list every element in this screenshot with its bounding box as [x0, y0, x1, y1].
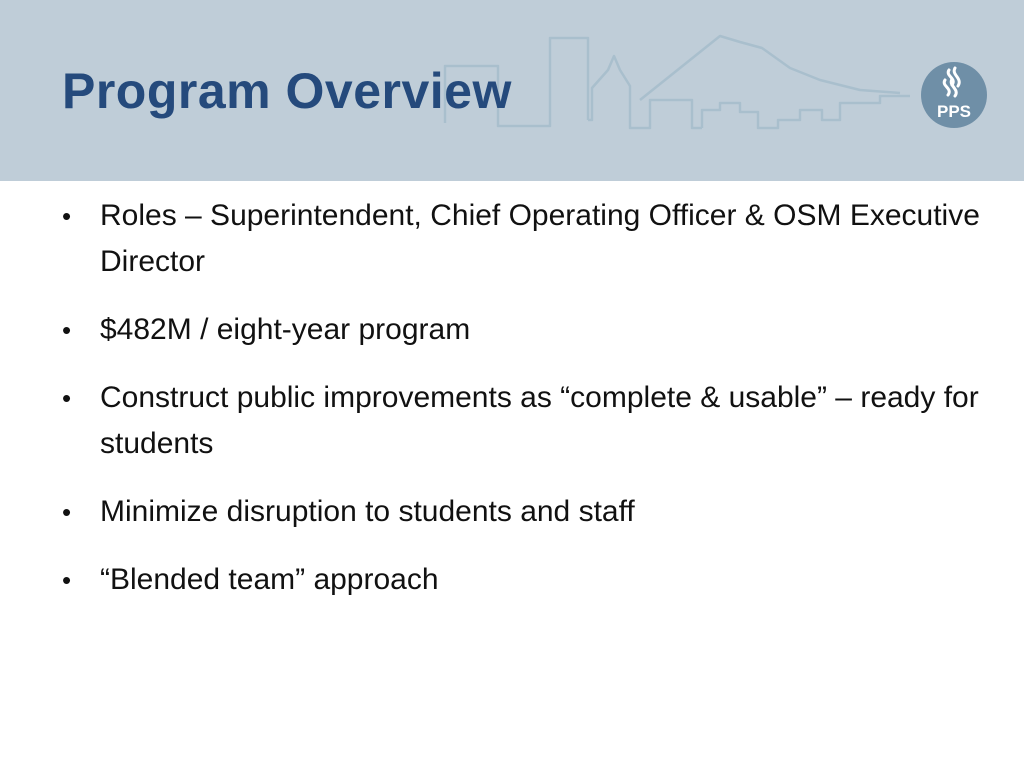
bullet-item-blended-team — [62, 557, 982, 603]
bullet-item-disruption — [62, 489, 982, 535]
bullet-dot: • — [62, 565, 72, 595]
city-skyline-graphic — [440, 28, 920, 138]
bullet-text: “Blended team” approach — [100, 563, 439, 596]
pps-logo-icon — [919, 60, 989, 130]
bullet-dot: • — [62, 383, 72, 413]
bullet-item-construct — [62, 375, 982, 467]
bullet-dot: • — [62, 201, 72, 231]
bullet-list — [62, 193, 982, 625]
header-band — [0, 0, 1024, 181]
bullet-text: $482M / eight-year program — [100, 313, 471, 346]
bullet-text: Roles – Superintendent, Chief Operating Officer & OSM Executive Director — [100, 199, 980, 278]
bullet-item-roles — [62, 193, 982, 285]
bullet-text: Construct public improvements as “complete & usable” – ready for students — [100, 381, 979, 460]
page-title: Program Overview — [62, 63, 512, 119]
bullet-dot: • — [62, 315, 72, 345]
svg-text:PPS: PPS — [936, 102, 972, 121]
bullet-dot: • — [62, 497, 72, 527]
bullet-text: Minimize disruption to students and staff — [100, 495, 635, 528]
bullet-item-budget — [62, 307, 982, 353]
